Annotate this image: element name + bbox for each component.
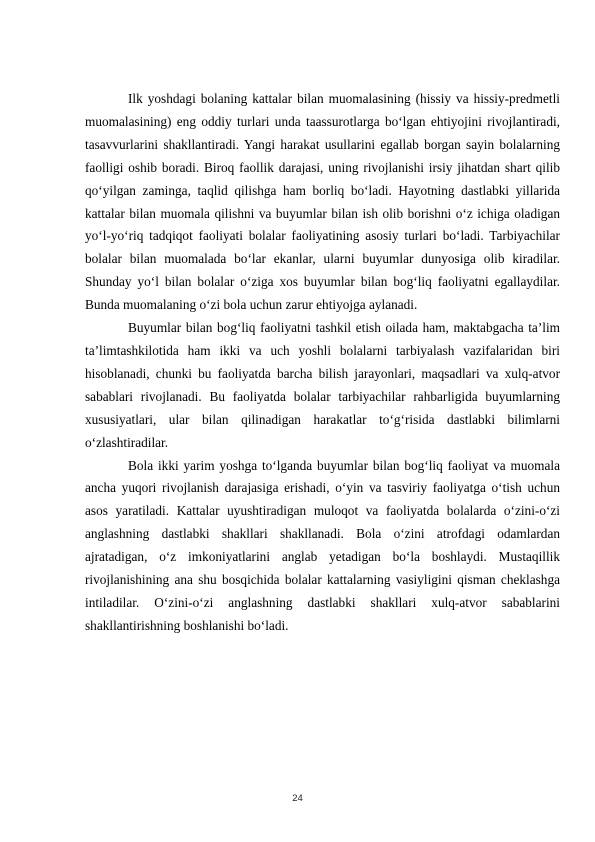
body-text (85, 88, 560, 638)
paragraph-3: Bola ikki yarim yoshga to‘lganda buyumlar bilan bog‘liq faoliyat va muomala ancha yuqori rivojlanish darajasiga erishadi, o‘yin va tasviriy faoliyatga o‘tish uchun asos yaratiladi. Kattalar uyushtiradigan muloqot va faoliyatda bolalarda o‘zini-o‘zi anglashning dastlabki shakllari shakllanadi. Bola o‘zini atrofdagi odamlardan ajratadigan, o‘z imkoniyatlarini anglab yetadigan bo‘la boshlaydi. Mustaqillik rivojlanishining ana shu bosqichida bolalar kattalarning vasiyligini qisman cheklashga intiladilar. O‘zini-o‘zi anglashning dastlabki shakllari xulq-atvor sabablarini shakllantirishning boshlanishi bo‘ladi. (85, 457, 560, 633)
paragraph-1: Ilk yoshdagi bolaning kattalar bilan muomalasining (hissiy va hissiy-predmetli muomalasining) eng oddiy turlari unda taassurotlarga bo‘lgan ehtiyojini rivojlantiradi, tasavvurlarini shakllantiradi. Yangi harakat usullarini egallab borgan sayin bolalarning faolligi oshib boradi. Biroq faollik darajasi, uning rivojlanishi irsiy jihatdan shart qilib qo‘yilgan zaminga, taqlid qilishga ham borliq bo‘ladi. Hayotning dastlabki yillarida kattalar bilan muomala qilishni va buyumlar bilan ish olib borishni o‘z ichiga oladigan yo‘l-yo‘riq tadqiqot faoliyati bolalar faoliyatining asosiy turlari bo‘ladi. Tarbiyachilar bolalar bilan muomalada bo‘lar ekanlar, ularni buyumlar dunyosiga olib kiradilar. Shunday yo‘l bilan bolalar o‘ziga xos buyumlar bilan bog‘liq faoliyatni egallaydilar. Bunda muomalaning o‘zi bola uchun zarur ehtiyojga aylanadi. (85, 91, 560, 313)
page-number: 24 (292, 793, 303, 804)
paragraph-2: Buyumlar bilan bog‘liq faoliyatni tashkil etish oilada ham, maktabgacha ta’lim ta’limtashkilotida ham ikki va uch yoshli bolalarni tarbiyalash vazifalaridan biri hisoblanadi, chunki bu faoliyatda barcha bilish jarayonlari, maqsadlari va xulq-atvor sabablari rivojlanadi. Bu faoliyatda bolalar tarbiyachilar rahbarligida buyumlarning xususiyatlari, ular bilan qilinadigan harakatlar to‘g‘risida dastlabki bilimlarni o‘zlashtiradilar. (85, 320, 560, 450)
